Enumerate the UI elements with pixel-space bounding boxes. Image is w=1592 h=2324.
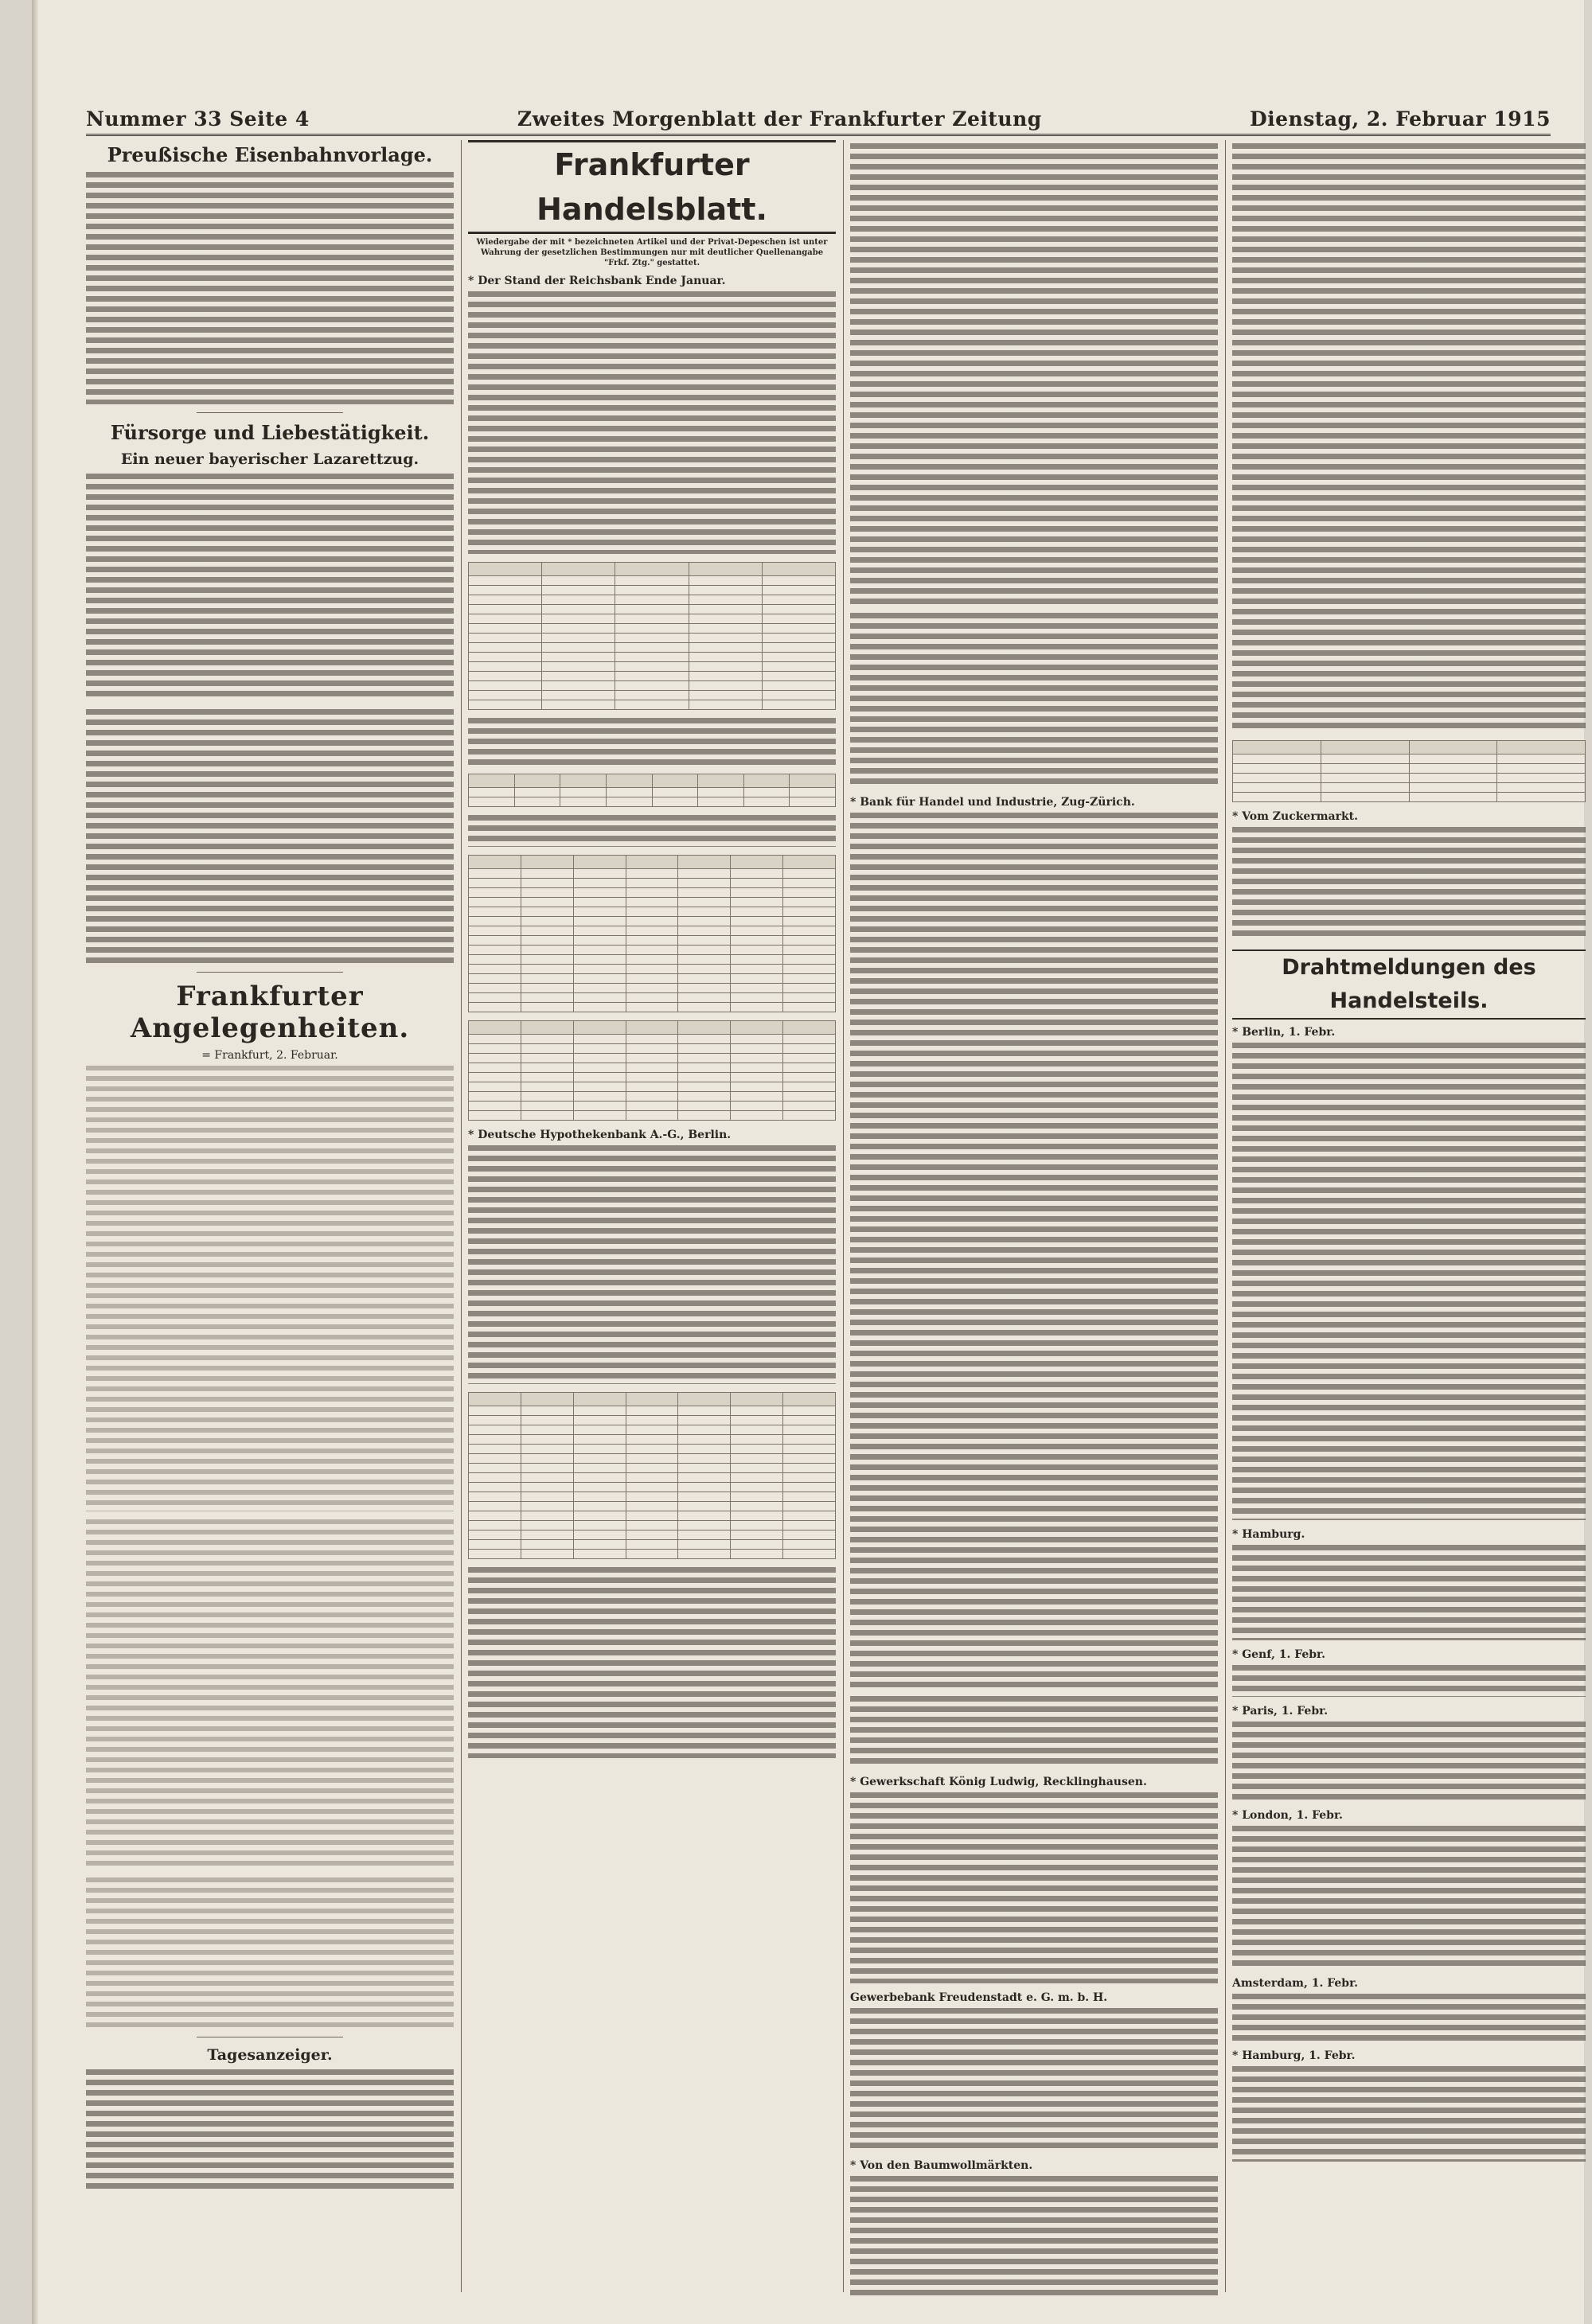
- baumwolle-table: [1232, 740, 1586, 802]
- article-text: [86, 709, 454, 964]
- article-text: [850, 2176, 1218, 2300]
- article-text: [850, 1792, 1218, 1983]
- issue-date: Dienstag, 2. Februar 1915: [1249, 107, 1551, 131]
- article-text: [1232, 827, 1586, 938]
- handelsblatt-masthead: Frankfurter Handelsblatt.: [468, 140, 836, 234]
- page-fold-shadow: [32, 0, 38, 2324]
- dateline-london: * London, 1. Febr.: [1232, 1809, 1343, 1822]
- heading-eisenbahnvorlage: Preußische Eisenbahnvorlage.: [107, 143, 433, 166]
- article-text: [86, 172, 454, 404]
- lead-reichsbank: * Der Stand der Reichsbank Ende Januar.: [468, 275, 726, 287]
- article-text: [86, 474, 454, 701]
- dateline: = Frankfurt, 2. Februar.: [201, 1049, 338, 1062]
- article-text: [86, 2069, 454, 2189]
- article-text: [86, 1066, 454, 1511]
- reichsbank-table: [468, 562, 836, 710]
- lead-koenig-ludwig: * Gewerkschaft König Ludwig, Recklinghausen.: [850, 1776, 1147, 1788]
- article-text: [1232, 143, 1586, 732]
- newspaper-page: [32, 0, 1584, 2324]
- article-text: [1232, 1826, 1586, 1969]
- dateline-genf: * Genf, 1. Febr.: [1232, 1648, 1326, 1661]
- article-text: [468, 291, 836, 554]
- article-text: [850, 2008, 1218, 2151]
- article-text: [468, 1145, 836, 1384]
- lead-zuckermarkt: * Vom Zuckermarkt.: [1232, 810, 1359, 823]
- lead-gewerbebank: Gewerbebank Freudenstadt e. G. m. b. H.: [850, 1991, 1108, 2004]
- divider: [197, 972, 344, 973]
- dateline-amsterdam: Amsterdam, 1. Febr.: [1232, 1977, 1359, 1990]
- article-text: [1232, 1665, 1586, 1697]
- column-rule: [1225, 140, 1226, 2292]
- heading-fuersorge: Fürsorge und Liebestätigkeit.: [110, 421, 430, 444]
- dateline-hamburg: * Hamburg.: [1232, 1528, 1305, 1541]
- article-text: [1232, 1722, 1586, 1801]
- article-text: [468, 1567, 836, 1758]
- article-text: [1232, 1994, 1586, 2041]
- running-header: [86, 99, 1551, 136]
- article-text: [468, 815, 836, 847]
- heading-drahtmeldungen: Drahtmeldungen des Handelsteils.: [1232, 949, 1586, 1020]
- hypothekenbank-table: [468, 1392, 836, 1559]
- lead-hypothekenbank: * Deutsche Hypothekenbank A.-G., Berlin.: [468, 1129, 732, 1141]
- heading-frankfurter-angelegenheiten: Frankfurter Angelegenheiten.: [130, 981, 410, 1044]
- article-text: [850, 1696, 1218, 1768]
- notenumlauf-table: [468, 1020, 836, 1121]
- reprint-notice: Wiedergabe der mit * bezeichneten Artikel und der Privat-Depeschen ist unter Wahrung der gesetzlichen Bestimmungen nur mit deutlicher Quellenangabe "Frkf. Ztg." gestattet.: [476, 238, 828, 267]
- column-3: [850, 140, 1218, 2300]
- article-text: [850, 813, 1218, 1688]
- column-2: [468, 140, 836, 2300]
- deckung-table: [468, 774, 836, 807]
- dateline-berlin: * Berlin, 1. Febr.: [1232, 1026, 1336, 1039]
- article-text: [86, 1519, 454, 1870]
- issue-number: Nummer 33 Seite 4: [86, 107, 310, 131]
- article-text: [850, 613, 1218, 788]
- article-text: [86, 1878, 454, 2029]
- dateline-paris: * Paris, 1. Febr.: [1232, 1705, 1329, 1718]
- column-4: [1232, 140, 1586, 2300]
- heading-tagesanzeiger: Tagesanzeiger.: [207, 2046, 333, 2064]
- paper-title: Zweites Morgenblatt der Frankfurter Zeitung: [517, 107, 1042, 131]
- column-1: [86, 140, 454, 2300]
- article-text: [468, 718, 836, 766]
- article-text: [1232, 1043, 1586, 1520]
- heading-lazarettzug: Ein neuer bayerischer Lazarettzug.: [120, 450, 419, 468]
- divider: [197, 412, 344, 413]
- article-text: [850, 143, 1218, 605]
- article-text: [1232, 2066, 1586, 2162]
- column-rule: [843, 140, 844, 2292]
- lead-baumwollmaerkte: * Von den Baumwollmärkten.: [850, 2159, 1033, 2172]
- lead-bank-handel-industrie: * Bank für Handel und Industrie, Zug-Zürich.: [850, 796, 1135, 809]
- dateline-hamburg-2: * Hamburg, 1. Febr.: [1232, 2049, 1356, 2062]
- column-rule: [461, 140, 462, 2292]
- ausweis-table: [468, 855, 836, 1012]
- article-text: [1232, 1545, 1586, 1640]
